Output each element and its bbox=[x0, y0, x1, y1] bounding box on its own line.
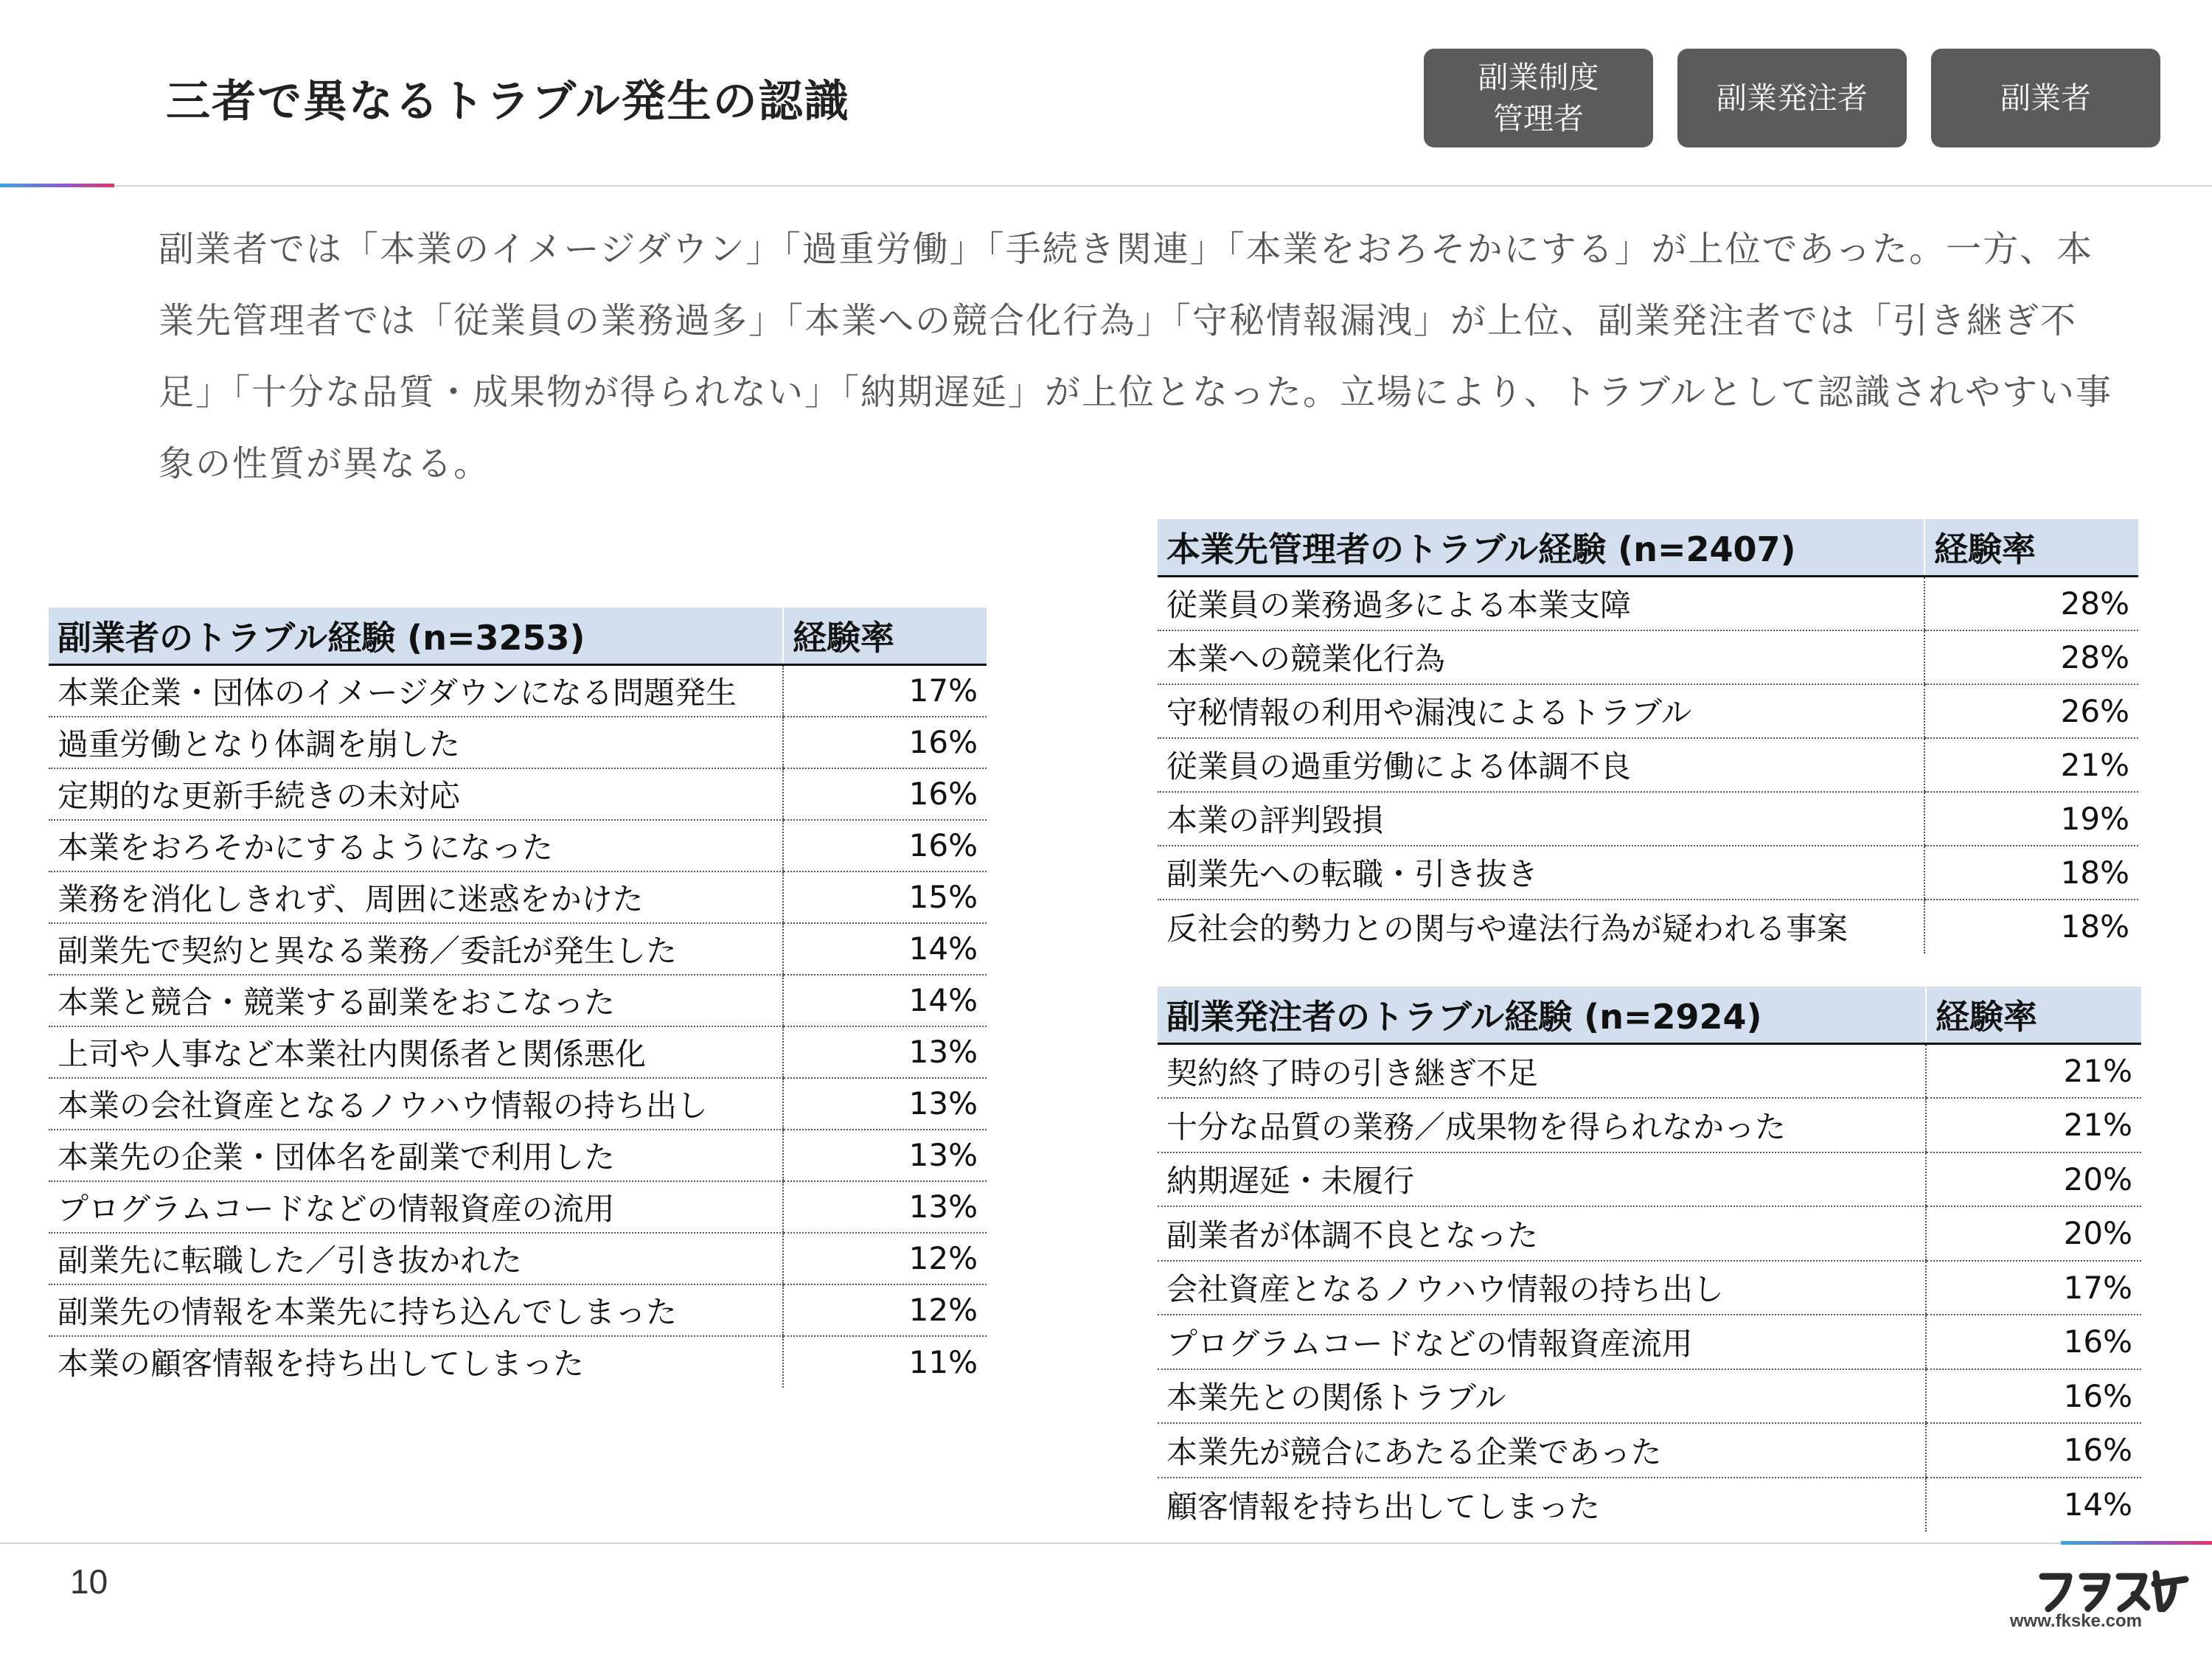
tab-side-job-worker[interactable]: 副業者 bbox=[1931, 49, 2160, 147]
trouble-label: 十分な品質の業務／成果物を得られなかった bbox=[1158, 1098, 1926, 1152]
table-row bbox=[49, 923, 987, 975]
intro-paragraph: 副業者では「本業のイメージダウン」「過重労働」「手続き関連」「本業をおろそかにする」が上位であった。一方、本業先管理者では「従業員の業務過多」「本業への競合化行為」「守秘情報漏洩」が上位、副業発注者では「引き継ぎ不足」「十分な品質・成果物が得られない」「納期遅延」が上位となった。立場により、トラブルとして認識されやすい事象の性質が異なる。 bbox=[159, 229, 2113, 484]
experience-rate: 16% bbox=[783, 768, 987, 820]
table-row bbox=[1158, 684, 2138, 738]
table-row bbox=[1158, 738, 2138, 792]
trouble-label: 本業企業・団体のイメージダウンになる問題発生 bbox=[49, 665, 783, 717]
experience-rate: 14% bbox=[783, 923, 987, 975]
table-row bbox=[1158, 1315, 2141, 1369]
header-divider bbox=[114, 185, 2212, 187]
table-header-label: 副業発注者のトラブル経験 (n=2924) bbox=[1158, 987, 1926, 1044]
trouble-label: 副業先の情報を本業先に持ち込んでしまった bbox=[49, 1284, 783, 1336]
experience-rate: 17% bbox=[1926, 1261, 2141, 1315]
experience-rate: 13% bbox=[783, 1078, 987, 1130]
footer-accent-line bbox=[2061, 1541, 2212, 1545]
table-row bbox=[1158, 1423, 2141, 1478]
trouble-label: プログラムコードなどの情報資産の流用 bbox=[49, 1181, 783, 1233]
trouble-label: 従業員の過重労働による体調不良 bbox=[1158, 738, 1924, 792]
trouble-label: 本業と競合・競業する副業をおこなった bbox=[49, 975, 783, 1026]
trouble-label: 過重労働となり体調を崩した bbox=[49, 717, 783, 768]
client-trouble-rows bbox=[1158, 1044, 2141, 1532]
trouble-label: 会社資産となるノウハウ情報の持ち出し bbox=[1158, 1261, 1926, 1315]
table-header-label: 本業先管理者のトラブル経験 (n=2407) bbox=[1158, 519, 1924, 577]
trouble-label: 納期遅延・未履行 bbox=[1158, 1152, 1926, 1207]
footer-url[interactable]: www.fkske.com bbox=[2009, 1611, 2142, 1631]
experience-rate: 16% bbox=[783, 717, 987, 768]
trouble-label: 契約終了時の引き継ぎ不足 bbox=[1158, 1044, 1926, 1099]
table-row bbox=[49, 1078, 987, 1130]
experience-rate: 19% bbox=[1924, 792, 2138, 846]
table-row bbox=[49, 717, 987, 768]
table-row bbox=[49, 1181, 987, 1233]
experience-rate: 18% bbox=[1924, 846, 2138, 900]
trouble-label: 本業先の企業・団体名を副業で利用した bbox=[49, 1130, 783, 1181]
table-row bbox=[1158, 1098, 2141, 1152]
experience-rate: 14% bbox=[1926, 1478, 2141, 1532]
trouble-label: 本業先との関係トラブル bbox=[1158, 1369, 1926, 1424]
table-header-rate: 経験率 bbox=[1924, 519, 2138, 577]
experience-rate: 17% bbox=[783, 665, 987, 717]
trouble-label: 副業先に転職した／引き抜かれた bbox=[49, 1233, 783, 1284]
trouble-label: 顧客情報を持ち出してしまった bbox=[1166, 1488, 1601, 1525]
experience-rate: 12% bbox=[783, 1233, 987, 1284]
experience-rate: 13% bbox=[783, 1130, 987, 1181]
table-header-label: 副業者のトラブル経験 (n=3253) bbox=[49, 608, 783, 665]
experience-rate: 20% bbox=[1926, 1206, 2141, 1261]
table-row bbox=[49, 1336, 987, 1388]
trouble-label: 本業への競業化行為 bbox=[1158, 630, 1924, 684]
experience-rate: 14% bbox=[783, 975, 987, 1026]
experience-rate: 28% bbox=[1924, 577, 2138, 630]
trouble-label: プログラムコードなどの情報資産流用 bbox=[1158, 1315, 1926, 1369]
table-row bbox=[49, 872, 987, 923]
table-row bbox=[1158, 1261, 2141, 1315]
experience-rate: 20% bbox=[1926, 1152, 2141, 1207]
trouble-label: 本業の会社資産となるノウハウ情報の持ち出し bbox=[49, 1078, 783, 1130]
table-row bbox=[49, 975, 987, 1026]
manager-trouble-rows bbox=[1158, 577, 2138, 953]
tab-side-job-system-manager[interactable]: 副業制度 管理者 bbox=[1424, 49, 1653, 147]
header-accent-line bbox=[0, 184, 114, 187]
trouble-label: 守秘情報の利用や漏洩によるトラブル bbox=[1158, 684, 1924, 738]
role-tabs bbox=[1424, 49, 2160, 147]
table-header-rate: 経験率 bbox=[1926, 987, 2141, 1044]
experience-rate: 11% bbox=[783, 1336, 987, 1388]
manager-trouble-table bbox=[1158, 519, 2138, 953]
table-row bbox=[1158, 1206, 2141, 1261]
table-row bbox=[1158, 900, 2138, 953]
table-header-row bbox=[1158, 519, 2138, 577]
experience-rate: 16% bbox=[1926, 1369, 2141, 1424]
experience-rate: 28% bbox=[1924, 630, 2138, 684]
trouble-label: 副業先で契約と異なる業務／委託が発生した bbox=[49, 923, 783, 975]
experience-rate: 15% bbox=[783, 872, 987, 923]
fukuske-logo-icon bbox=[2037, 1566, 2191, 1615]
table-row bbox=[1158, 846, 2138, 900]
trouble-label: 本業の顧客情報を持ち出してしまった bbox=[58, 1346, 585, 1382]
experience-rate: 21% bbox=[1926, 1044, 2141, 1099]
table-row bbox=[49, 768, 987, 820]
table-row bbox=[49, 665, 987, 717]
trouble-label: 上司や人事など本業社内関係者と関係悪化 bbox=[49, 1026, 783, 1078]
table-row bbox=[49, 1026, 987, 1078]
experience-rate: 26% bbox=[1924, 684, 2138, 738]
trouble-label: 副業者が体調不良となった bbox=[1158, 1206, 1926, 1261]
experience-rate: 16% bbox=[783, 820, 987, 872]
trouble-label: 業務を消化しきれず、周囲に迷惑をかけた bbox=[49, 872, 783, 923]
trouble-label: 本業の評判毀損 bbox=[1158, 792, 1924, 846]
table-row bbox=[1158, 1044, 2141, 1099]
table-header-rate: 経験率 bbox=[783, 608, 987, 665]
experience-rate: 16% bbox=[1926, 1315, 2141, 1369]
worker-trouble-table bbox=[49, 608, 987, 1388]
experience-rate: 12% bbox=[783, 1284, 987, 1336]
table-header-row bbox=[49, 608, 987, 665]
trouble-label: 従業員の業務過多による本業支障 bbox=[1158, 577, 1924, 630]
trouble-label: 副業先への転職・引き抜き bbox=[1158, 846, 1924, 900]
trouble-label: 定期的な更新手続きの未対応 bbox=[49, 768, 783, 820]
table-header-row bbox=[1158, 987, 2141, 1044]
footer-divider bbox=[0, 1543, 2061, 1544]
table-row bbox=[1158, 1478, 2141, 1532]
table-row bbox=[1158, 1152, 2141, 1207]
experience-rate: 16% bbox=[1926, 1423, 2141, 1478]
experience-rate: 13% bbox=[783, 1026, 987, 1078]
table-row bbox=[1158, 792, 2138, 846]
table-row bbox=[1158, 577, 2138, 630]
page-number: 10 bbox=[70, 1562, 108, 1601]
experience-rate: 13% bbox=[783, 1181, 987, 1233]
experience-rate: 21% bbox=[1924, 738, 2138, 792]
table-row bbox=[49, 1284, 987, 1336]
table-row bbox=[1158, 1369, 2141, 1424]
experience-rate: 18% bbox=[1924, 900, 2138, 953]
slide-title: 三者で異なるトラブル発生の認識 bbox=[166, 76, 850, 128]
table-row bbox=[49, 1233, 987, 1284]
table-row bbox=[49, 1130, 987, 1181]
trouble-label: 反社会的勢力との関与や違法行為が疑われる事案 bbox=[1166, 910, 1848, 947]
trouble-label: 本業をおろそかにするようになった bbox=[49, 820, 783, 872]
trouble-label: 本業先が競合にあたる企業であった bbox=[1158, 1423, 1926, 1478]
table-row bbox=[1158, 630, 2138, 684]
client-trouble-table bbox=[1158, 987, 2141, 1531]
tab-side-job-client[interactable]: 副業発注者 bbox=[1677, 49, 1907, 147]
table-row bbox=[49, 820, 987, 872]
worker-trouble-rows bbox=[49, 665, 987, 1388]
experience-rate: 21% bbox=[1926, 1098, 2141, 1152]
